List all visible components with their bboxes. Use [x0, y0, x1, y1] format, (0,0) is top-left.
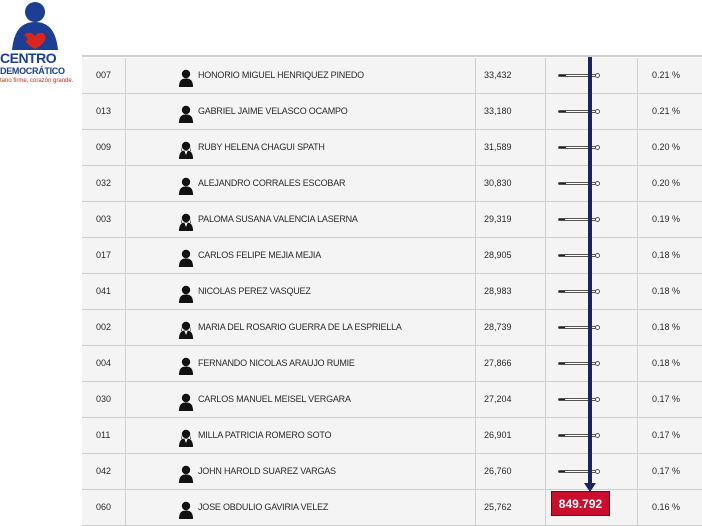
vote-share-knob [595, 253, 600, 258]
vote-share-bar-cell [546, 274, 638, 309]
candidate-name: JOHN HAROLD SUAREZ VARGAS [198, 466, 336, 476]
candidate-code: 011 [82, 418, 126, 453]
candidate-name: PALOMA SUSANA VALENCIA LASERNA [198, 214, 358, 224]
candidate-percent: 0.21 % [652, 70, 681, 80]
candidate-percent: 0.19 % [652, 214, 681, 224]
vote-share-knob [595, 289, 600, 294]
candidate-name-cell [126, 310, 476, 345]
candidate-name: GABRIEL JAIME VELASCO OCAMPO [198, 106, 348, 116]
vote-share-knob [595, 73, 600, 78]
vote-share-fill [559, 111, 566, 112]
candidate-code: 017 [82, 238, 126, 273]
candidate-percent: 0.18 % [652, 358, 681, 368]
vote-share-bar-cell [546, 346, 638, 381]
total-votes-badge: 849.792 [551, 491, 610, 516]
candidate-code: 032 [82, 166, 126, 201]
candidate-votes: 28,905 [476, 238, 546, 273]
male-user-icon [178, 355, 194, 373]
candidate-code: 013 [82, 94, 126, 129]
vote-share-fill [559, 327, 565, 328]
male-user-icon [178, 247, 194, 265]
candidate-name-cell [126, 382, 476, 417]
male-user-icon [178, 175, 194, 193]
party-logo-mark [8, 0, 62, 52]
vote-share-bar-cell [546, 418, 638, 453]
candidate-name-cell [126, 454, 476, 489]
candidate-code: 060 [82, 490, 126, 525]
candidate-name-cell [126, 346, 476, 381]
candidate-code: 042 [82, 454, 126, 489]
candidate-votes: 33,432 [476, 58, 546, 93]
candidate-name-cell [126, 238, 476, 273]
candidate-votes: 25,762 [476, 490, 546, 525]
candidate-votes: 27,204 [476, 382, 546, 417]
candidate-name: CARLOS FELIPE MEJIA MEJIA [198, 250, 322, 260]
vote-share-bar-cell [546, 238, 638, 273]
vote-share-knob [595, 145, 600, 150]
female-user-icon [178, 319, 194, 337]
candidate-name: ALEJANDRO CORRALES ESCOBAR [198, 178, 346, 188]
candidate-name: FERNANDO NICOLAS ARAUJO RUMIE [198, 358, 355, 368]
vote-share-knob [595, 109, 600, 114]
candidate-votes: 26,760 [476, 454, 546, 489]
female-user-icon [178, 427, 194, 445]
table-row [82, 238, 702, 274]
table-row [82, 274, 702, 310]
candidate-votes: 31,589 [476, 130, 546, 165]
logo-tagline: tano firme, corazón grande. [0, 78, 74, 84]
table-row [82, 202, 702, 238]
party-logo [0, 0, 76, 88]
table-row [82, 454, 702, 490]
candidate-votes: 28,983 [476, 274, 546, 309]
candidate-percent: 0.17 % [652, 430, 681, 440]
vote-share-fill [559, 291, 565, 292]
vote-share-fill [559, 399, 565, 400]
candidate-votes: 27,866 [476, 346, 546, 381]
vote-share-knob [595, 325, 600, 330]
candidate-percent: 0.20 % [652, 178, 681, 188]
table-row [82, 310, 702, 346]
candidate-votes: 26,901 [476, 418, 546, 453]
candidate-code: 009 [82, 130, 126, 165]
logo-title: CENTRO [0, 50, 57, 66]
candidate-name: CARLOS MANUEL MEISEL VERGARA [198, 394, 351, 404]
annotation-arrow-line [588, 57, 592, 485]
candidate-code: 041 [82, 274, 126, 309]
vote-share-fill [559, 435, 565, 436]
candidate-name: RUBY HELENA CHAGUI SPATH [198, 142, 325, 152]
candidate-percent: 0.16 % [652, 502, 681, 512]
male-user-icon [178, 103, 194, 121]
vote-share-bar-cell [546, 94, 638, 129]
vote-share-bar-cell [546, 310, 638, 345]
table-row [82, 346, 702, 382]
candidate-votes: 33,180 [476, 94, 546, 129]
candidate-name: NICOLAS PEREZ VASQUEZ [198, 286, 311, 296]
vote-share-fill [559, 471, 565, 472]
male-user-icon [178, 463, 194, 481]
vote-share-fill [559, 219, 565, 220]
candidate-code: 030 [82, 382, 126, 417]
candidate-votes: 29,319 [476, 202, 546, 237]
vote-share-fill [559, 75, 566, 76]
candidate-percent: 0.17 % [652, 394, 681, 404]
table-row [82, 94, 702, 130]
candidate-name-cell [126, 58, 476, 93]
candidate-votes: 28,739 [476, 310, 546, 345]
table-row [82, 382, 702, 418]
candidate-percent: 0.21 % [652, 106, 681, 116]
male-user-icon [178, 499, 194, 517]
candidate-code: 002 [82, 310, 126, 345]
vote-share-bar-cell [546, 58, 638, 93]
vote-share-knob [595, 217, 600, 222]
candidate-code: 007 [82, 58, 126, 93]
female-user-icon [178, 139, 194, 157]
candidate-code: 004 [82, 346, 126, 381]
female-user-icon [178, 211, 194, 229]
vote-share-fill [559, 255, 565, 256]
table-row [82, 166, 702, 202]
vote-share-bar-cell [546, 166, 638, 201]
male-user-icon [178, 283, 194, 301]
vote-share-knob [595, 469, 600, 474]
candidate-name: JOSE OBDULIO GAVIRIA VELEZ [198, 502, 329, 512]
candidate-name-cell [126, 274, 476, 309]
candidate-name-cell [126, 166, 476, 201]
vote-share-fill [559, 363, 565, 364]
candidate-name-cell [126, 94, 476, 129]
vote-share-knob [595, 397, 600, 402]
candidate-name-cell [126, 130, 476, 165]
vote-share-fill [559, 183, 566, 184]
table-row [82, 130, 702, 166]
candidate-votes: 30,830 [476, 166, 546, 201]
vote-share-bar-cell [546, 202, 638, 237]
candidate-name: HONORIO MIGUEL HENRIQUEZ PINEDO [198, 70, 364, 80]
candidate-percent: 0.18 % [652, 286, 681, 296]
candidate-name-cell [126, 202, 476, 237]
candidate-code: 003 [82, 202, 126, 237]
vote-share-bar-cell [546, 130, 638, 165]
candidate-percent: 0.18 % [652, 322, 681, 332]
candidate-name-cell [126, 490, 476, 525]
candidate-name-cell [126, 418, 476, 453]
vote-share-bar-cell [546, 382, 638, 417]
candidate-percent: 0.18 % [652, 250, 681, 260]
candidate-name: MILLA PATRICIA ROMERO SOTO [198, 430, 332, 440]
vote-share-knob [595, 181, 600, 186]
vote-share-fill [559, 147, 566, 148]
male-user-icon [178, 67, 194, 85]
table-row [82, 58, 702, 94]
candidate-name: MARIA DEL ROSARIO GUERRA DE LA ESPRIELLA [198, 322, 402, 332]
candidate-percent: 0.20 % [652, 142, 681, 152]
male-user-icon [178, 391, 194, 409]
logo-subtitle: DEMOCRÁTICO [0, 66, 65, 76]
vote-share-knob [595, 361, 600, 366]
vote-share-knob [595, 433, 600, 438]
candidate-percent: 0.17 % [652, 466, 681, 476]
table-row [82, 418, 702, 454]
results-table [82, 55, 702, 524]
